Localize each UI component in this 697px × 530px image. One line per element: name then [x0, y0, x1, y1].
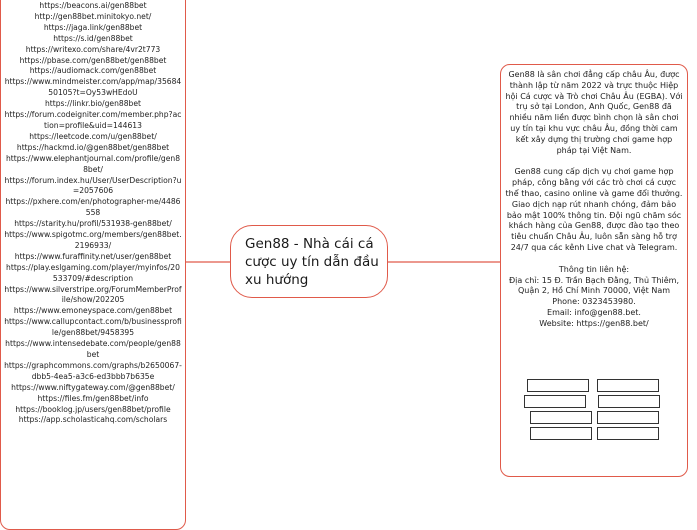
- central-topic-node[interactable]: [230, 225, 388, 298]
- contact-title: Thông tin liên hệ:: [558, 264, 630, 274]
- contact-section: [501, 265, 687, 330]
- contact-email: Email: info@gen88.bet.: [547, 307, 641, 317]
- empty-node[interactable]: [530, 427, 592, 440]
- link-item[interactable]: https://pbase.com/gen88bet/gen88bet: [19, 55, 167, 65]
- link-item[interactable]: https://www.spigotmc.org/members/gen88bet.2196933/: [4, 230, 182, 250]
- empty-node[interactable]: [597, 411, 659, 424]
- contact-phone: Phone: 0323453980.: [552, 297, 636, 307]
- link-item[interactable]: https://app.scholasticahq.com/scholars: [18, 415, 168, 425]
- info-paragraph-services: Gen88 cung cấp dịch vụ chơi game hợp pháp, công bằng với các trò chơi cá cược thể thao, casino online và game đổi thưởng. Giao dịch nạp rút nhanh chóng, đảm bảo bảo mật 100% thông tin. Đội ngũ chăm sóc khách hàng của Gen88, được đào tạo theo tiêu chuẩn Châu Âu, luôn sẵn sàng hỗ trợ 24/7 qua các kênh Live chat và Telegram.: [505, 167, 683, 252]
- link-item[interactable]: https://www.intensedebate.com/people/gen88bet: [5, 339, 181, 359]
- contact-address: Địa chỉ: 15 Đ. Trần Bạch Đằng, Thủ Thiêm, Quận 2, Hồ Chí Minh 70000, Việt Nam: [508, 275, 680, 296]
- link-item[interactable]: https://pxhere.com/en/photographer-me/4486558: [5, 197, 181, 218]
- empty-node[interactable]: [530, 411, 592, 424]
- empty-node[interactable]: [597, 427, 659, 440]
- info-node[interactable]: [500, 64, 688, 477]
- link-item[interactable]: https://jaga.link/gen88bet: [43, 22, 143, 32]
- link-item[interactable]: https://www.mindmeister.com/app/map/3568450105?t=Oy53wHEdoU: [4, 77, 182, 98]
- link-item[interactable]: https://www.furaffinity.net/user/gen88bet: [14, 251, 172, 261]
- link-item[interactable]: https://booklog.jp/users/gen88bet/profile: [15, 404, 171, 414]
- link-item[interactable]: https://s.id/gen88bet: [53, 33, 133, 43]
- empty-node[interactable]: [524, 395, 586, 408]
- links-node[interactable]: [0, 0, 186, 530]
- link-item[interactable]: https://www.silverstripe.org/ForumMemberProfile/show/202205: [4, 284, 182, 305]
- contact-website[interactable]: Website: https://gen88.bet/: [539, 318, 649, 328]
- link-item[interactable]: https://beacons.ai/gen88bet: [39, 1, 147, 10]
- link-item[interactable]: https://files.fm/gen88bet/info: [37, 393, 149, 403]
- link-item[interactable]: https://forum.index.hu/User/UserDescription?u=2057606: [4, 175, 182, 196]
- link-item[interactable]: http://gen88bet.minitokyo.net/: [34, 11, 152, 21]
- link-item[interactable]: https://www.emoneyspace.com/gen88bet: [13, 306, 173, 316]
- empty-node[interactable]: [597, 379, 659, 392]
- link-item[interactable]: https://starity.hu/profil/531938-gen88bet/: [14, 219, 172, 229]
- link-item[interactable]: https://www.niftygateway.com/@gen88bet/: [11, 382, 175, 392]
- central-topic-text: Gen88 - Nhà cái cá cược uy tín dẫn đầu xu hướng: [245, 236, 379, 288]
- empty-node[interactable]: [527, 379, 589, 392]
- link-item[interactable]: https://www.elephantjournal.com/profile/gen88bet/: [5, 153, 181, 174]
- link-item[interactable]: https://www.callupcontact.com/b/businessprofile/gen88bet/9458395: [4, 317, 182, 338]
- link-item[interactable]: https://forum.codeigniter.com/member.php?action=profile&uid=144613: [4, 110, 182, 130]
- empty-node[interactable]: [598, 395, 660, 408]
- links-list: [1, 0, 185, 426]
- info-paragraph-intro: Gen88 là sân chơi đẳng cấp châu Âu, được thành lập từ năm 2022 và trực thuộc Hiệp hội Cá cược và Trò chơi Châu Âu (EGBA). Với trụ sở tại London, Anh Quốc, Gen88 đã nhiều năm liền được bình chọn là sân chơi uy tín tại khu vực châu Âu, đồng thời cam kết xây dựng thị trường chơi game hợp pháp tại Việt Nam.: [505, 70, 683, 155]
- link-item[interactable]: https://graphcommons.com/graphs/b2650067-dbb5-4ea5-a3c6-ed3bbb7b635e: [4, 360, 182, 381]
- link-item[interactable]: https://hackmd.io/@gen88bet/gen88bet: [16, 142, 170, 152]
- link-item[interactable]: https://play.eslgaming.com/player/myinfos/20533709/#description: [6, 262, 180, 283]
- link-item[interactable]: https://writexo.com/share/4vr2t773: [25, 44, 161, 54]
- link-item[interactable]: https://audiomack.com/gen88bet: [29, 66, 157, 76]
- link-item[interactable]: https://linkr.bio/gen88bet: [44, 99, 142, 109]
- link-item[interactable]: https://leetcode.com/u/gen88bet/: [29, 131, 157, 141]
